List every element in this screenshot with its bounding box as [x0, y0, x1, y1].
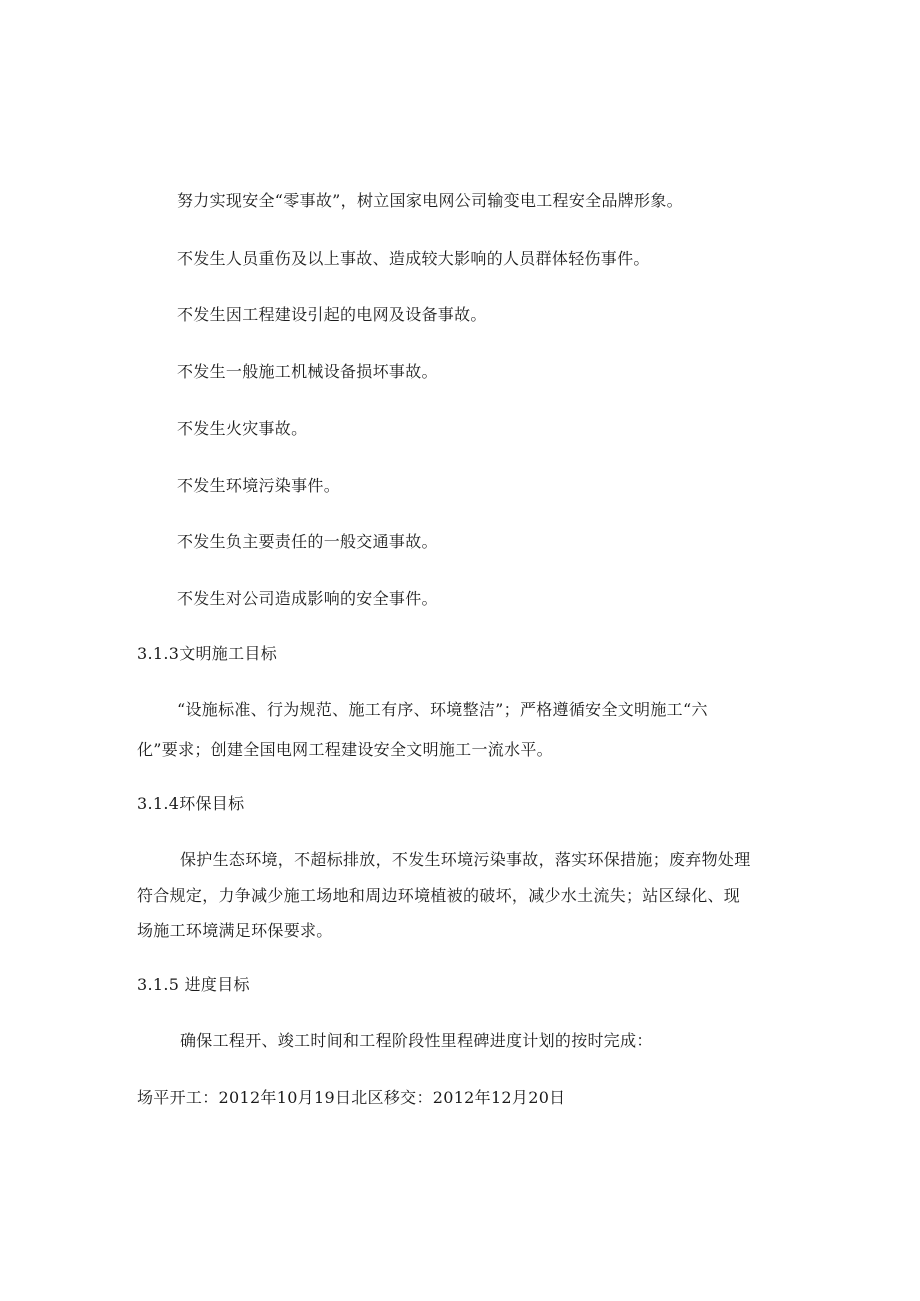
paragraph-line: “设施标准、行为规范、施工有序、环境整洁”；严格遵循安全文明施工“六: [177, 700, 708, 719]
safety-goal-item: 不发生对公司造成影响的安全事件。: [177, 589, 438, 608]
paragraph-line: 化”要求；创建全国电网工程建设安全文明施工一流水平。: [137, 740, 553, 759]
milestone-line: 场平开工：2012年10月19日北区移交：2012年12月20日: [137, 1088, 566, 1107]
safety-goal-item: 不发生负主要责任的一般交通事故。: [177, 532, 438, 551]
safety-goal-item: 努力实现安全“零事故”，树立国家电网公司输变电工程安全品牌形象。: [177, 191, 683, 210]
paragraph-line: 符合规定，力争减少施工场地和周边环境植被的破坏，减少水土流失；站区绿化、现: [137, 886, 741, 905]
paragraph-line: 保护生态环境，不超标排放，不发生环境污染事故，落实环保措施；废弃物处理: [180, 850, 751, 869]
paragraph-line: 场施工环境满足环保要求。: [137, 921, 333, 940]
section-heading: 3.1.4环保目标: [137, 794, 245, 813]
safety-goal-item: 不发生一般施工机械设备损坏事故。: [177, 362, 438, 381]
safety-goal-item: 不发生火灾事故。: [177, 419, 308, 438]
safety-goal-item: 不发生环境污染事件。: [177, 476, 341, 495]
safety-goal-item: 不发生因工程建设引起的电网及设备事故。: [177, 305, 487, 324]
safety-goal-item: 不发生人员重伤及以上事故、造成较大影响的人员群体轻伤事件。: [177, 249, 650, 268]
section-heading: 3.1.3文明施工目标: [137, 644, 278, 663]
section-heading: 3.1.5 进度目标: [137, 975, 250, 994]
paragraph-line: 确保工程开、竣工时间和工程阶段性里程碑进度计划的按时完成：: [180, 1031, 653, 1050]
